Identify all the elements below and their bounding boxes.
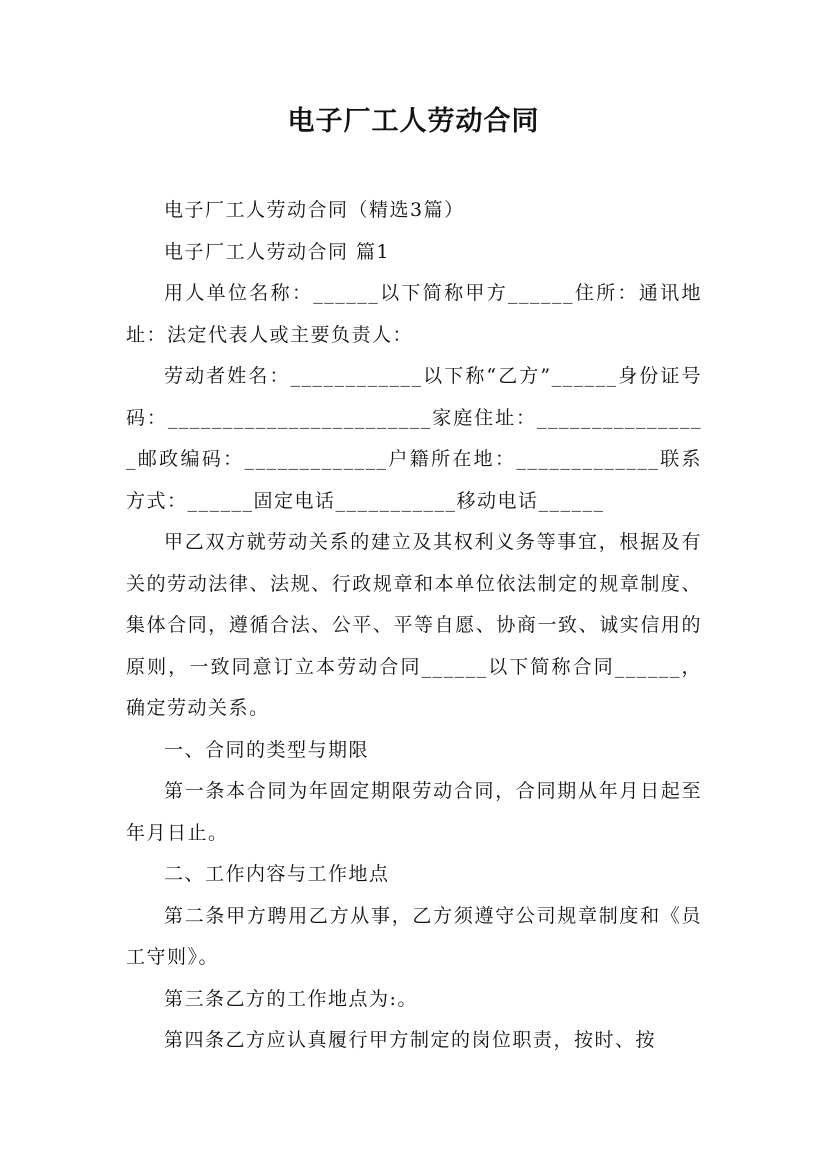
section-heading: 一、合同的类型与期限: [164, 738, 370, 761]
section-heading: 二、工作内容与工作地点: [164, 863, 390, 885]
paragraph: 甲乙双方就劳动关系的建立及其权利义务等事宜，根据及有关的劳动法律、法规、行政规章和本单位依法制定的规章制度、集体合同，遵循合法、公平、平等自愿、协商一致、诚实信用的原则，一致同意订立本劳动合同______以下简称合同______，确定劳动关系。: [126, 531, 702, 719]
paragraph: 用人单位名称：______以下简称甲方______住所：通讯地址：法定代表人或主要负责人：: [126, 282, 702, 346]
document-title: 电子厂工人劳动合同: [287, 106, 540, 137]
paragraph: 劳动者姓名：____________以下称“乙方”______身份证号码：________________________家庭住址：________________邮政编码：_____________户籍所在地：_____________联系方式：______固定电话___________移动电话______: [126, 365, 702, 512]
paragraph: 第四条乙方应认真履行甲方制定的岗位职责，按时、按: [164, 1029, 657, 1051]
paragraph: 第二条甲方聘用乙方从事，乙方须遵守公司规章制度和《员工守则》。: [126, 904, 702, 968]
paragraph: 电子厂工人劳动合同（精选3篇）: [164, 199, 465, 221]
paragraph: 第一条本合同为年固定期限劳动合同，合同期从年月日起至年月日止。: [126, 780, 702, 844]
paragraph: 第三条乙方的工作地点为:。: [164, 987, 418, 1010]
document-body: [126, 190, 702, 1062]
paragraph: 电子厂工人劳动合同 篇1: [164, 240, 391, 263]
